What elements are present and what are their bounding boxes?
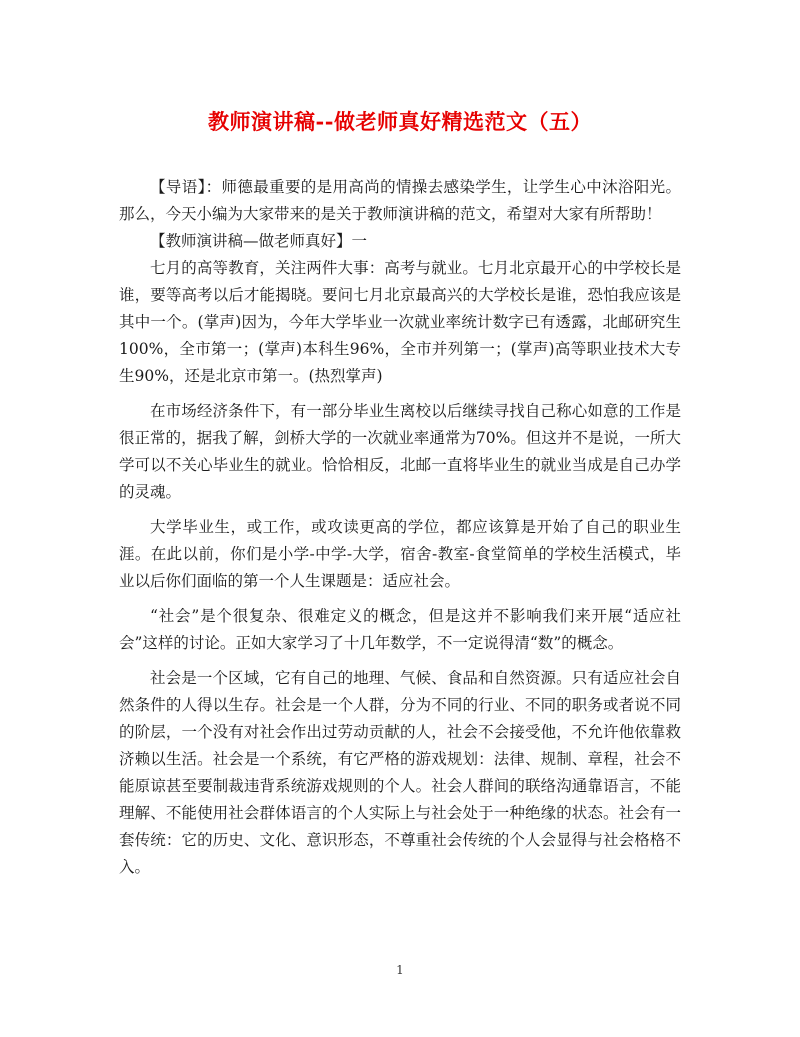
paragraph-intro: 【导语】：师德最重要的是用高尚的情操去感染学生，让学生心中沐浴阳光。那么，今天小编为大家带来的是关于教师演讲稿的范文，希望对大家有所帮助！ xyxy=(119,178,681,223)
document-body xyxy=(119,174,681,881)
page-number: 1 xyxy=(396,963,404,977)
paragraph-body: “社会”是个很复杂、很难定义的概念，但是这并不影响我们来开展“适应社会”这样的讨论。正如大家学习了十几年数学，不一定说得清“数”的概念。 xyxy=(119,607,681,652)
document-title: 教师演讲稿--做老师真好精选范文（五） xyxy=(208,109,592,134)
paragraph-section-heading: 【教师演讲稿—做老师真好】一 xyxy=(150,232,368,250)
paragraph-body: 在市场经济条件下，有一部分毕业生离校以后继续寻找自己称心如意的工作是很正常的，据我了解，剑桥大学的一次就业率通常为70%。但这并不是说，一所大学可以不关心毕业生的就业。恰恰相反，北邮一直将毕业生的就业当成是自己办学的灵魂。 xyxy=(119,402,681,501)
paragraph-body: 大学毕业生，或工作，或攻读更高的学位，都应该算是开始了自己的职业生涯。在此以前，你们是小学-中学-大学，宿舍-教室-食堂简单的学校生活模式，毕业以后你们面临的第一个人生课题是：适应社会。 xyxy=(119,518,681,590)
paragraph-body: 七月的高等教育，关注两件大事：高考与就业。七月北京最开心的中学校长是谁，要等高考以后才能揭晓。要问七月北京最高兴的大学校长是谁，恐怕我应该是其中一个。(掌声)因为，今年大学毕业一次就业率统计数字已有透露，北邮研究生100%，全市第一；(掌声)本科生96%，全市并列第一；(掌声)高等职业技术大专生90%，还是北京市第一。(热烈掌声) xyxy=(119,259,681,385)
paragraph-body: 社会是一个区域，它有自己的地理、气候、食品和自然资源。只有适应社会自然条件的人得以生存。社会是一个人群，分为不同的行业、不同的职务或者说不同的阶层，一个没有对社会作出过劳动贡献的人，社会不会接受他，不允许他依靠救济赖以生活。社会是一个系统，有它严格的游戏规划：法律、规制、章程，社会不能原谅甚至要制裁违背系统游戏规则的个人。社会人群间的联络沟通靠语言，不能理解、不能使用社会群体语言的个人实际上与社会处于一种绝缘的状态。社会有一套传统：它的历史、文化、意识形态，不尊重社会传统的个人会显得与社会格格不入。 xyxy=(119,669,681,876)
